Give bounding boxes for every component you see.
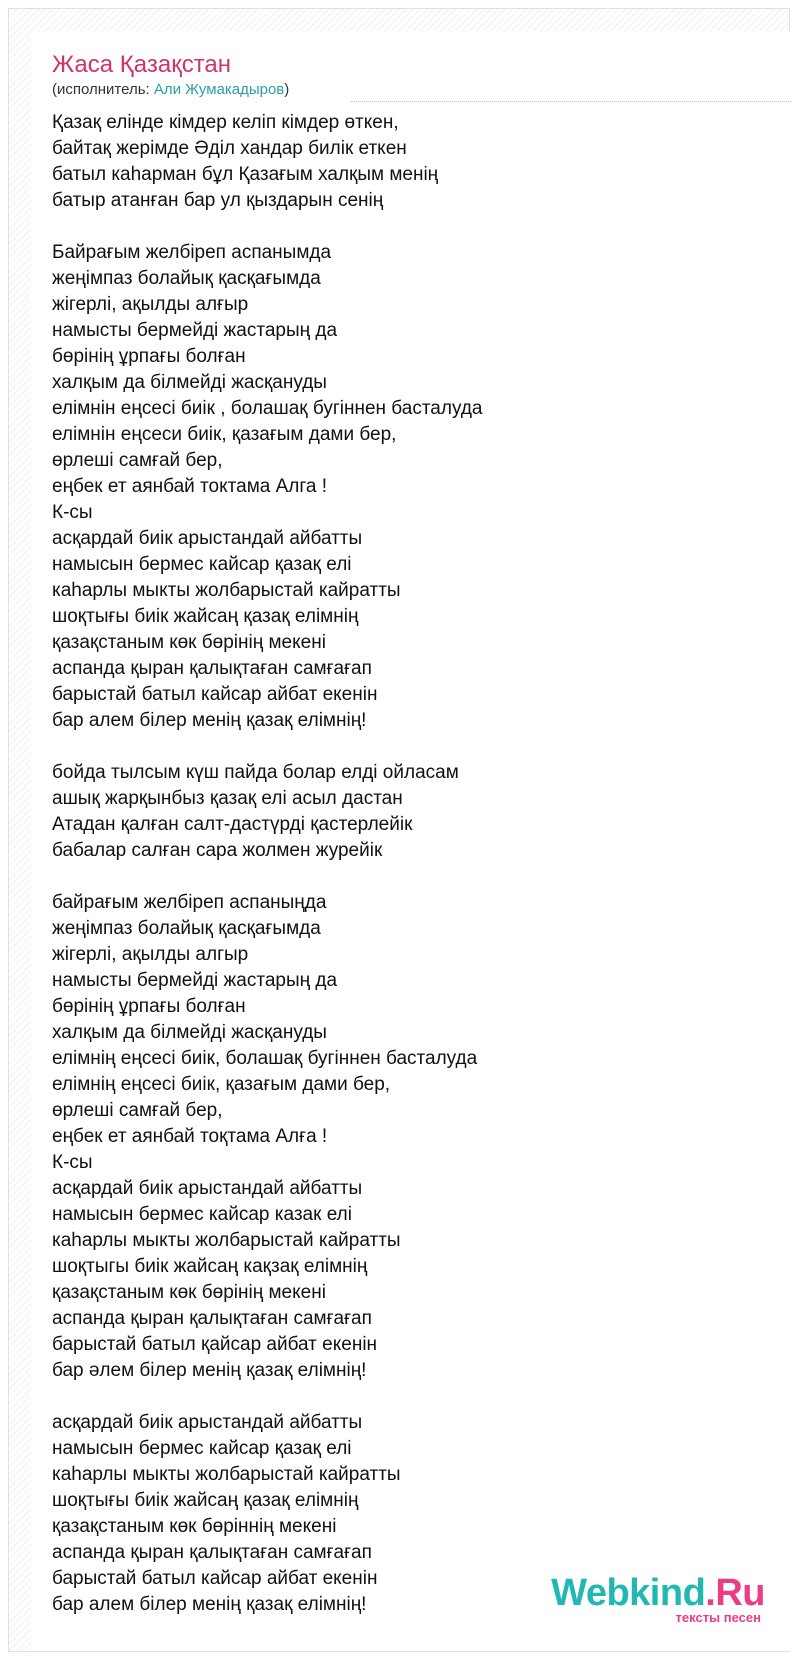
- lyric-line: асқардай биік арыстандай айбатты: [52, 1178, 363, 1199]
- lyric-line: елімнін еңсесі биік , болашақ бугіннен басталуда: [52, 398, 483, 419]
- lyric-line: қазақстаным көк бөрінің мекені: [52, 1282, 326, 1303]
- lyric-line: барыстай батыл қайсар айбат екенін: [52, 1334, 378, 1355]
- lyric-line: халқым да білмейді жасқануды: [52, 1022, 327, 1043]
- lyric-line: бөрінің ұрпағы болған: [52, 996, 246, 1017]
- lyric-line: елімнің еңсесі биік, болашақ бугіннен басталуда: [52, 1048, 478, 1069]
- lyric-line: асқардай биік арыстандай айбатты: [52, 1412, 363, 1433]
- lyric-line: бар алем білер менің қазақ елімнің!: [52, 1594, 367, 1615]
- lyric-line: каһарлы мыкты жолбарыстай кайратты: [52, 580, 401, 601]
- lyric-line: намысын бермес кайсар казак елі: [52, 1204, 352, 1225]
- lyric-line: намысты бермейді жастарың да: [52, 970, 338, 991]
- lyric-line: Қазақ елінде кімдер келіп кімдер өткен,: [52, 112, 399, 133]
- lyric-line: байтақ жерімде Әділ хандар билік еткен: [52, 138, 407, 159]
- title-divider: [351, 101, 791, 102]
- stanza-break: [52, 214, 772, 240]
- stanza-break: [52, 1384, 772, 1410]
- lyric-line: бабалар салған сара жолмен журейік: [52, 840, 383, 861]
- lyric-line: шоқтығы биік жайсаң қазақ елімнің: [52, 1490, 359, 1511]
- lyric-line: байрағым желбіреп аспаныңда: [52, 892, 327, 913]
- lyric-line: каһарлы мыкты жолбарыстай кайратты: [52, 1464, 401, 1485]
- lyric-line: барыстай батыл кайсар айбат екенін: [52, 684, 378, 705]
- lyrics-body: [52, 110, 772, 1618]
- lyric-line: шоқтыгы биік жайсаң кақзақ елімнің: [52, 1256, 368, 1277]
- lyric-line: өрлеші самғай бер,: [52, 450, 223, 471]
- performer-link[interactable]: Али Жумакадыров: [153, 81, 285, 98]
- lyric-line: аспанда қыран қалықтаған самғағап: [52, 1542, 372, 1563]
- stanza-break: [52, 734, 772, 760]
- lyric-line: К-сы: [52, 502, 93, 523]
- logo-brand: Webkind: [551, 1572, 706, 1614]
- performer-prefix: (исполнитель:: [52, 81, 154, 98]
- lyric-line: батыл каһарман бұл Қазағым халқым менің: [52, 164, 439, 185]
- lyrics-card: [31, 31, 791, 1651]
- lyric-line: Байрағым желбіреп аспанымда: [52, 242, 332, 263]
- lyric-line: қазақстаным көк бөріннің мекені: [52, 1516, 337, 1537]
- lyric-line: аспанда қыран қалықтаған самғағап: [52, 658, 372, 679]
- lyric-line: барыстай батыл кайсар айбат екенін: [52, 1568, 378, 1589]
- performer-suffix: ): [284, 81, 290, 98]
- lyric-line: жігерлі, ақылды алғыр: [52, 294, 249, 315]
- lyric-line: намысты бермейді жастарың да: [52, 320, 338, 341]
- lyric-line: жігерлі, ақылды алгыр: [52, 944, 249, 965]
- song-title: Жаса Қазақстан: [52, 51, 232, 78]
- lyric-line: асқардай биік арыстандай айбатты: [52, 528, 363, 549]
- lyric-line: аспанда қыран қалықтаған самғағап: [52, 1308, 372, 1329]
- performer-line: [52, 80, 289, 100]
- lyric-line: Атадан қалған салт-дастүрді қастерлейік: [52, 814, 413, 835]
- lyric-line: бар әлем білер менің қазақ елімнің!: [52, 1360, 367, 1381]
- stanza-break: [52, 864, 772, 890]
- lyric-line: бар алем білер менің қазақ елімнің!: [52, 710, 367, 731]
- lyric-line: каһарлы мыкты жолбарыстай кайратты: [52, 1230, 401, 1251]
- lyric-line: қазақстаным көк бөрінің мекені: [52, 632, 326, 653]
- lyric-line: ашық жарқынбыз қазақ елі асыл дастан: [52, 788, 403, 809]
- lyric-line: халқым да білмейді жасқануды: [52, 372, 327, 393]
- lyric-line: бойда тылсым күш пайда болар елді ойласам: [52, 762, 459, 783]
- lyric-line: еңбек ет аянбай токтама Алга !: [52, 476, 327, 497]
- lyric-line: К-сы: [52, 1152, 93, 1173]
- page-frame: [8, 8, 790, 1652]
- lyric-line: батыр атанған бар ул қыздарын сенің: [52, 190, 384, 211]
- lyric-line: жеңімпаз болайық қасқағымда: [52, 268, 321, 289]
- logo-subtitle: тексты песен: [675, 1610, 761, 1625]
- lyric-line: жеңімпаз болайық қасқағымда: [52, 918, 321, 939]
- lyric-line: намысын бермес кайсар қазақ елі: [52, 554, 352, 575]
- lyric-line: намысын бермес кайсар қазақ елі: [52, 1438, 352, 1459]
- lyric-line: елімнің еңсесі биік, қазағым дами бер,: [52, 1074, 391, 1095]
- webkind-logo: [551, 1574, 765, 1625]
- lyric-line: өрлеші самғай бер,: [52, 1100, 223, 1121]
- lyric-line: шоқтығы биік жайсаң қазақ елімнің: [52, 606, 359, 627]
- lyric-line: еңбек ет аянбай тоқтама Алға !: [52, 1126, 328, 1147]
- lyric-line: бөрінің ұрпағы болған: [52, 346, 246, 367]
- lyric-line: елімнін еңсеси биік, қазағым дами бер,: [52, 424, 397, 445]
- logo-tld: .Ru: [705, 1572, 765, 1614]
